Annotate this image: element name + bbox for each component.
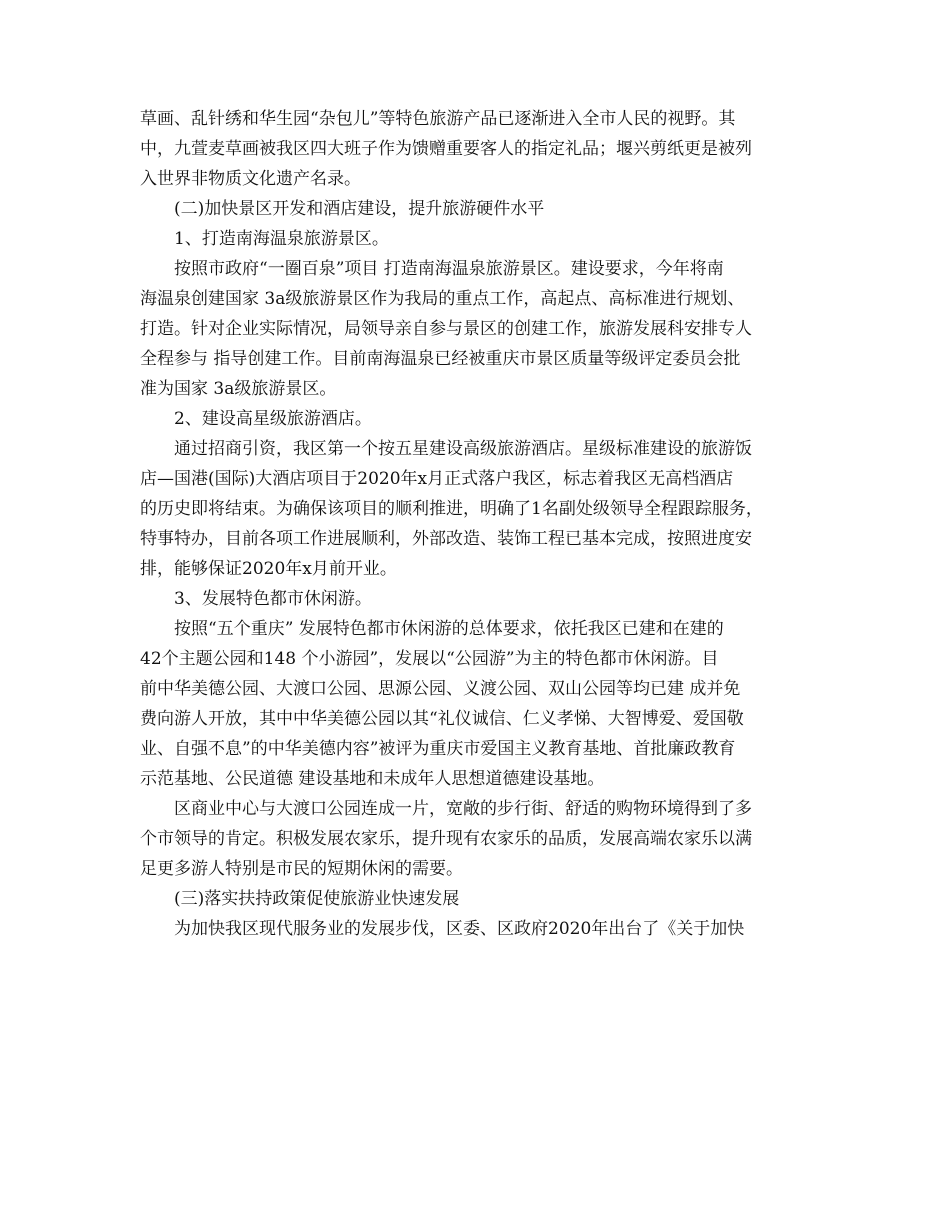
text-line: 2、建设高星级旅游酒店。 — [174, 409, 372, 429]
text-line: 42个主题公园和148 个小游园”，发展以“公园游”为主的特色都市休闲游。目 — [140, 649, 719, 669]
text-line: 业、自强不息”的中华美德内容”被评为重庆市爱国主义教育基地、首批廉政教育 — [140, 739, 736, 759]
text-line: 足更多游人特别是市民的短期休闲的需要。 — [140, 859, 463, 879]
text-line: 店—国港(国际)大酒店项目于2020年x月正式落户我区，标志着我区无高档酒店 — [140, 469, 734, 489]
text-line: (二)加快景区开发和酒店建设，提升旅游硬件水平 — [174, 199, 545, 219]
text-line: 的历史即将结束。为确保该项目的顺利推进，明确了1名副处级领导全程跟踪服务， — [140, 499, 763, 519]
text-line: 按照“五个重庆” 发展特色都市休闲游的总体要求，依托我区已建和在建的 — [174, 619, 724, 639]
text-line: 中，九萱麦草画被我区四大班子作为馈赠重要客人的指定礼品；堰兴剪纸更是被列 — [140, 139, 752, 159]
text-line: 为加快我区现代服务业的发展步伐，区委、区政府2020年出台了《关于加快 — [174, 919, 745, 939]
text-line: (三)落实扶持政策促使旅游业快速发展 — [174, 889, 460, 909]
text-line: 准为国家 3a级旅游景区。 — [140, 379, 337, 399]
text-line: 3、发展特色都市休闲游。 — [174, 589, 372, 609]
text-line: 草画、乱针绣和华生园“杂包儿”等特色旅游产品已逐渐进入全市人民的视野。其 — [140, 109, 736, 129]
text-line: 费向游人开放，其中中华美德公园以其“礼仪诚信、仁义孝悌、大智博爱、爱国敬 — [140, 709, 744, 729]
text-line: 前中华美德公园、大渡口公园、思源公园、义渡公园、双山公园等均已建 成并免 — [140, 679, 741, 699]
text-line: 特事特办，目前各项工作进展顺利，外部改造、装饰工程已基本完成，按照进度安 — [140, 529, 752, 549]
text-line: 排，能够保证2020年x月前开业。 — [140, 559, 397, 579]
text-line: 打造。针对企业实际情况，局领导亲自参与景区的创建工作，旅游发展科安排专人 — [140, 319, 752, 339]
text-line: 示范基地、公民道德 建设基地和未成年人思想道德建设基地。 — [140, 769, 605, 789]
text-line: 区商业中心与大渡口公园连成一片，宽敞的步行街、舒适的购物环境得到了多 — [174, 799, 752, 819]
text-line: 海温泉创建国家 3a级旅游景区作为我局的重点工作，高起点、高标准进行规划、 — [140, 289, 745, 309]
text-line: 入世界非物质文化遗产名录。 — [140, 169, 361, 189]
text-line: 1、打造南海温泉旅游景区。 — [174, 229, 389, 249]
document-page — [140, 104, 812, 944]
text-line: 通过招商引资，我区第一个按五星建设高级旅游酒店。星级标准建设的旅游饭 — [174, 439, 752, 459]
text-line: 按照市政府“一圈百泉”项目 打造南海温泉旅游景区。建设要求，今年将南 — [174, 259, 724, 279]
text-line: 全程参与 指导创建工作。目前南海温泉已经被重庆市景区质量等级评定委员会批 — [140, 349, 741, 369]
text-line: 个市领导的肯定。积极发展农家乐，提升现有农家乐的品质，发展高端农家乐以满 — [140, 829, 752, 849]
